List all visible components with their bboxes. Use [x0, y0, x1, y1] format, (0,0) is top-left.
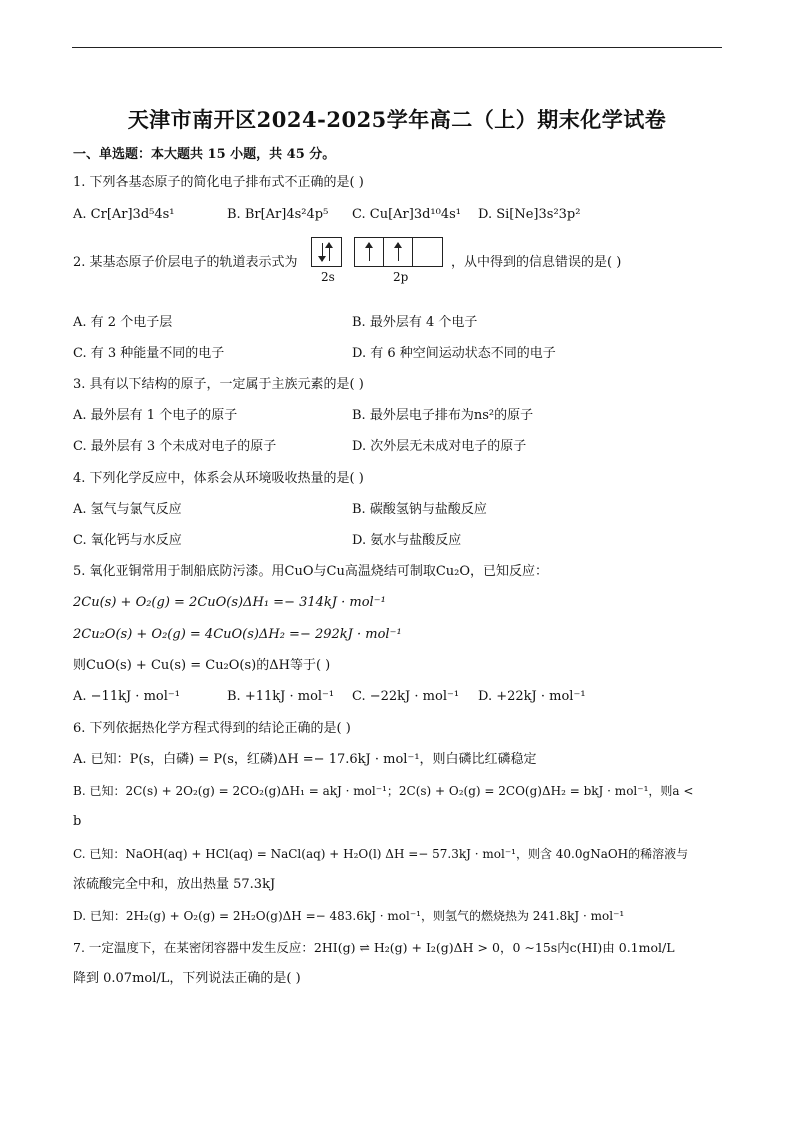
header-rule	[72, 47, 722, 48]
q5-option-d: D. +22kJ · mol⁻¹	[478, 689, 586, 704]
q3-option-b: B. 最外层电子排布为ns²的原子	[352, 408, 534, 423]
q1-stem: 1. 下列各基态原子的简化电子排布式不正确的是( )	[73, 175, 364, 190]
q6-stem: 6. 下列依据热化学方程式得到的结论正确的是( )	[73, 721, 351, 736]
spin-up-arrow-icon	[329, 243, 330, 261]
q5-option-c: C. −22kJ · mol⁻¹	[352, 689, 460, 704]
q6-option-b-line2: b	[73, 814, 82, 829]
q5-option-b: B. +11kJ · mol⁻¹	[227, 689, 335, 704]
q6-option-c-line2: 浓硫酸完全中和，放出热量 57.3kJ	[73, 877, 276, 892]
orbital-label-2p: 2p	[393, 270, 409, 284]
q5-stem: 5. 氧化亚铜常用于制船底防污漆。用CuO与Cu高温烧结可制取Cu₂O，已知反应：	[73, 564, 549, 579]
q4-option-b: B. 碳酸氢钠与盐酸反应	[352, 502, 487, 517]
orbital-label-2s: 2s	[321, 270, 335, 284]
q4-option-a: A. 氢气与氯气反应	[73, 502, 182, 517]
q6-option-a: A. 已知：P(s，白磷) = P(s，红磷)ΔH =− 17.6kJ · mol⁻¹，则白磷比红磷稳定	[73, 752, 537, 767]
q2-stem-a: 2. 某基态原子价层电子的轨道表示式为	[73, 255, 298, 270]
q5-option-a: A. −11kJ · mol⁻¹	[73, 689, 180, 704]
section-heading: 一、单选题：本大题共 15 小题，共 45 分。	[73, 147, 336, 162]
q3-option-d: D. 次外层无未成对电子的原子	[352, 439, 527, 454]
q6-option-c-line1: C. 已知：NaOH(aq) + HCl(aq) = NaCl(aq) + H₂O(l) ΔH =− 57.3kJ · mol⁻¹，则含 40.0gNaOH的稀溶液与	[73, 847, 689, 861]
q3-option-c: C. 最外层有 3 个未成对电子的原子	[73, 439, 277, 454]
q5-question: 则CuO(s) + Cu(s) = Cu₂O(s)的ΔH等于( )	[73, 658, 331, 673]
q2-option-b: B. 最外层有 4 个电子	[352, 315, 478, 330]
spin-up-arrow-icon	[369, 243, 370, 261]
orbital-box-2s	[311, 237, 342, 267]
q2-option-c: C. 有 3 种能量不同的电子	[73, 346, 225, 361]
orbital-2s-cell	[312, 238, 341, 266]
q7-stem-line1: 7. 一定温度下，在某密闭容器中发生反应：2HI(g) ⇌ H₂(g) + I₂(g)ΔH > 0，0 ∼15s内c(HI)由 0.1mol/L	[73, 940, 675, 955]
q2-option-a: A. 有 2 个电子层	[73, 315, 173, 330]
q6-option-d: D. 已知：2H₂(g) + O₂(g) = 2H₂O(g)ΔH =− 483.6kJ · mol⁻¹，则氢气的燃烧热为 241.8kJ · mol⁻¹	[73, 909, 625, 923]
q5-equation-1: 2Cu(s) + O₂(g) = 2CuO(s)ΔH₁ =− 314kJ · mol⁻¹	[73, 595, 386, 610]
orbital-2p-cell-1	[355, 238, 384, 266]
exam-title: 天津市南开区2024-2025学年高二（上）期末化学试卷	[127, 107, 667, 132]
q5-equation-2: 2Cu₂O(s) + O₂(g) = 4CuO(s)ΔH₂ =− 292kJ · mol⁻¹	[73, 627, 402, 642]
q4-option-c: C. 氧化钙与水反应	[73, 533, 182, 548]
q1-option-a: A. Cr[Ar]3d⁵4s¹	[73, 207, 175, 222]
q7-stem-line2: 降到 0.07mol/L，下列说法正确的是( )	[73, 971, 301, 986]
q3-stem: 3. 具有以下结构的原子，一定属于主族元素的是( )	[73, 377, 364, 392]
q1-option-c: C. Cu[Ar]3d¹⁰4s¹	[352, 207, 461, 222]
spin-down-arrow-icon	[322, 243, 323, 261]
spin-up-arrow-icon	[398, 243, 399, 261]
q1-option-b: B. Br[Ar]4s²4p⁵	[227, 207, 329, 222]
q2-option-d: D. 有 6 种空间运动状态不同的电子	[352, 346, 556, 361]
orbital-2p-cell-3	[413, 238, 442, 266]
orbital-box-2p	[354, 237, 443, 267]
q4-stem: 4. 下列化学反应中，体系会从环境吸收热量的是( )	[73, 471, 364, 486]
q2-stem-b: ，从中得到的信息错误的是( )	[451, 255, 622, 270]
q3-option-a: A. 最外层有 1 个电子的原子	[73, 408, 238, 423]
q4-option-d: D. 氨水与盐酸反应	[352, 533, 462, 548]
q6-option-b-line1: B. 已知：2C(s) + 2O₂(g) = 2CO₂(g)ΔH₁ = akJ · mol⁻¹；2C(s) + O₂(g) = 2CO(g)ΔH₂ = bkJ · mol⁻¹，则a <	[73, 784, 694, 798]
orbital-2p-cell-2	[384, 238, 413, 266]
q1-option-d: D. Si[Ne]3s²3p²	[478, 207, 581, 222]
